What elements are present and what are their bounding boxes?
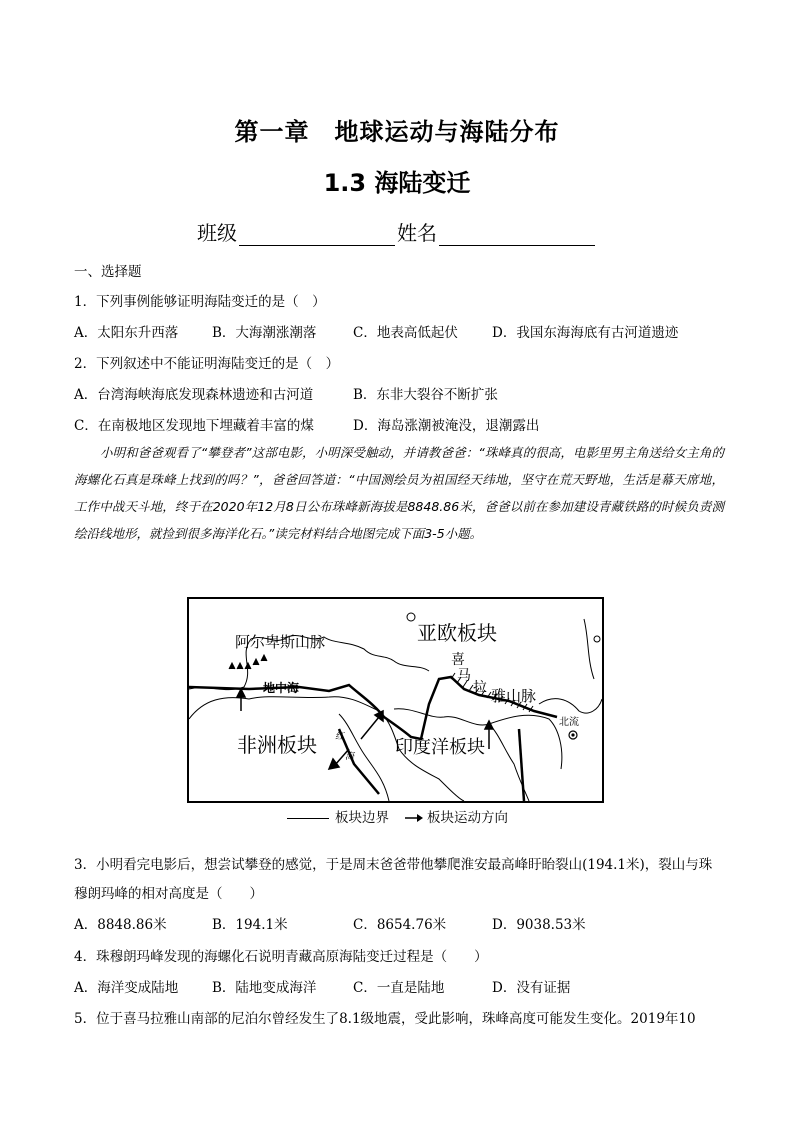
plate-motion-arrow-head	[237, 689, 245, 697]
class-name-line	[0, 217, 794, 246]
q1-option-d: D．我国东海海底有古河道遗迹	[492, 325, 679, 341]
red-sea-label-1: 红	[335, 732, 345, 742]
passage-text: 小明和爸爸观看了“攀登者”这部电影，小明深受触动，并请教爸爸：“珠峰真的很高，电影里男主角送给女主角的海螺化石真是珠峰上找到的吗？”，爸爸回答道：“中国测绘员为祖国经天纬地，坚守在荒天野地，生活是幕天席地，工作中战天斗地，终于在2020年12月8日公布珠峰新海拔是8848.86米，爸爸以前在参加建设青藏铁路的时候负责测绘沿线地形，就捡到很多海洋化石。”读完材料结合地图完成下面3-5小题。	[74, 445, 724, 541]
question-5-stem: 5．位于喜马拉雅山南部的尼泊尔曾经发生了8.1级地震，受此影响，珠峰高度可能发生变化。2019年10	[74, 1011, 696, 1027]
legend-boundary-line	[287, 818, 329, 819]
plate-motion-arrow-head	[485, 721, 493, 729]
section-title: 1.3 海陆变迁	[323, 169, 471, 197]
question-3-stem: 3．小明看完电影后，想尝试攀登的感觉，于是周末爸爸带他攀爬淮安最高峰盱眙裂山(194.1米)，裂山与珠	[74, 857, 713, 873]
beiliu-marker-dot	[571, 733, 574, 736]
asia-coast	[539, 699, 602, 713]
island-dot	[594, 636, 600, 642]
east-coast	[584, 619, 594, 679]
india-coast	[489, 715, 562, 769]
himalaya-label-la: 拉	[473, 680, 487, 696]
map-drawing	[189, 599, 602, 801]
q2-option-c: C．在南极地区发现地下埋藏着丰富的煤	[74, 418, 314, 434]
q4-option-d: D．没有证据	[492, 980, 571, 996]
class-label: 班级	[197, 221, 237, 245]
q2-option-d: D．海岛涨潮被淹没，退潮露出	[353, 418, 540, 434]
question-2-stem: 2．下列叙述中不能证明海陆变迁的是（ ）	[74, 356, 340, 372]
indian-ocean-plate-label: 印度洋板块	[395, 737, 485, 758]
legend-boundary-label: 板块边界	[335, 810, 389, 826]
map-legend	[287, 806, 508, 826]
plate-motion-arrow-head	[329, 759, 339, 769]
question-3-stem-cont: 穆朗玛峰的相对高度是（ ）	[74, 886, 263, 902]
q4-option-c: C．一直是陆地	[353, 980, 445, 996]
red-sea-label-2: 海	[345, 752, 355, 762]
chapter-title: 第一章 地球运动与海陆分布	[234, 118, 560, 146]
himalaya-label-ma: 马	[457, 668, 471, 684]
reading-passage	[74, 439, 724, 547]
q2-option-a: A．台湾海峡海底发现森林遗迹和古河道	[74, 387, 314, 403]
himalaya-label-xi: 喜	[451, 652, 465, 668]
plate-map	[187, 597, 604, 803]
q2-option-b: B．东非大裂谷不断扩张	[353, 387, 498, 403]
himalaya-label-yashan: 雅山脉	[491, 687, 537, 705]
question-4-stem: 4．珠穆朗玛峰发现的海螺化石说明青藏高原海陆变迁过程是（ ）	[74, 949, 488, 965]
q1-option-b: B．大海潮涨潮落	[212, 325, 317, 341]
q1-option-c: C．地表高低起伏	[353, 325, 458, 341]
q3-option-d: D．9038.53米	[492, 917, 586, 933]
q3-option-c: C．8654.76米	[353, 917, 447, 933]
class-blank[interactable]	[239, 223, 395, 246]
plate-boundary-line	[519, 729, 524, 801]
plate-motion-arrow	[361, 717, 379, 739]
name-blank[interactable]	[439, 223, 595, 246]
legend-direction-label: 板块运动方向	[427, 810, 508, 826]
african-plate-label: 非洲板块	[237, 733, 317, 757]
alps-hatch	[229, 655, 267, 669]
q4-option-b: B．陆地变成海洋	[212, 980, 317, 996]
legend-arrow-icon	[405, 813, 423, 823]
eurasia-plate-label: 亚欧板块	[417, 621, 497, 645]
q3-option-b: B．194.1米	[212, 917, 288, 933]
mediterranean-label: 地中海	[263, 681, 300, 695]
question-1-stem: 1．下列事例能够证明海陆变迁的是（ ）	[74, 294, 326, 310]
alps-label: 阿尔卑斯山脉	[235, 633, 326, 651]
q4-option-a: A．海洋变成陆地	[74, 980, 179, 996]
q3-option-a: A．8848.86米	[74, 917, 167, 933]
beiliu-label: 北流	[559, 717, 579, 728]
island-dot	[407, 613, 415, 621]
name-label: 姓名	[397, 221, 437, 245]
section-heading: 一、选择题	[74, 264, 142, 280]
q1-option-a: A．太阳东升西落	[74, 325, 179, 341]
